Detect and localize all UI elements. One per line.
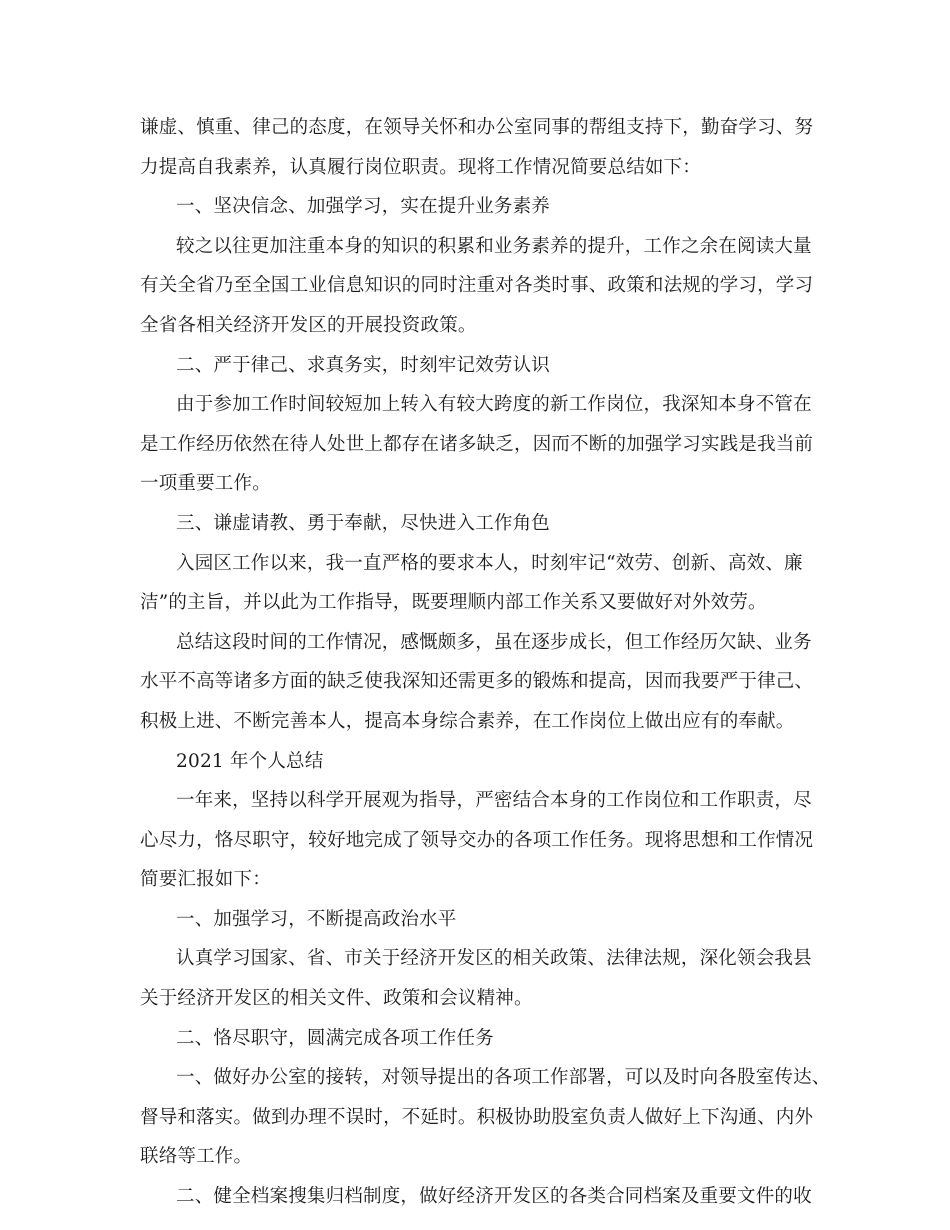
text-line: 力提高自我素养，认真履行岗位职责。现将工作情况简要总结如下： bbox=[140, 156, 702, 178]
document-body bbox=[140, 108, 831, 1217]
text-line: 是工作经历依然在待人处世上都存在诸多缺乏，因而不断的加强学习实践是我当前 bbox=[140, 433, 814, 455]
text-line: 由于参加工作时间较短加上转入有较大跨度的新工作岗位，我深知本身不管在 bbox=[176, 394, 812, 416]
text-line: 三、谦虚请教、勇于奉献，尽快进入工作角色 bbox=[176, 512, 551, 534]
text-line: 谦虚、慎重、律己的态度，在领导关怀和办公室同事的帮组支持下，勤奋学习、努 bbox=[140, 117, 814, 138]
text-line: 督导和落实。做到办理不误时，不延时。积极协助股室负责人做好上下沟通、内外 bbox=[140, 1106, 814, 1128]
text-line: 全省各相关经济开发区的开展投资政策。 bbox=[140, 314, 477, 336]
text-line: 积极上进、不断完善本人，提高本身综合素养，在工作岗位上做出应有的奉献。 bbox=[140, 710, 795, 732]
text-line: 洁”的主旨，并以此为工作指导，既要理顺内部工作关系又要做好对外效劳。 bbox=[140, 592, 767, 614]
text-line: 简要汇报如下： bbox=[140, 869, 271, 891]
text-line: 二、健全档案搜集归档制度，做好经济开发区的各类合同档案及重要文件的收 bbox=[176, 1186, 812, 1208]
text-line: 一、加强学习，不断提高政治水平 bbox=[176, 908, 457, 930]
text-line: 一、做好办公室的接转，对领导提出的各项工作部署，可以及时向各股室传达、 bbox=[176, 1067, 831, 1089]
text-line: 二、恪尽职守，圆满完成各项工作任务 bbox=[176, 1027, 494, 1049]
text-line: 有关全省乃至全国工业信息知识的同时注重对各类时事、政策和法规的学习，学习 bbox=[140, 275, 814, 297]
text-line: 一年来，坚持以科学开展观为指导，严密结合本身的工作岗位和工作职责，尽 bbox=[176, 790, 812, 812]
text-line: 认真学习国家、省、市关于经济开发区的相关政策、法律法规，深化领会我县 bbox=[176, 948, 812, 970]
text-line: 二、严于律己、求真务实，时刻牢记效劳认识 bbox=[176, 354, 551, 376]
text-line: 心尽力，恪尽职守，较好地完成了领导交办的各项工作任务。现将思想和工作情况 bbox=[140, 829, 814, 851]
text-line: 2021 年个人总结 bbox=[176, 750, 324, 772]
text-line: 关于经济开发区的相关文件、政策和会议精神。 bbox=[140, 988, 533, 1010]
text-line: 水平不高等诸多方面的缺乏使我深知还需更多的锻炼和提高，因而我要严于律己、 bbox=[140, 671, 814, 693]
text-line: 一、坚决信念、加强学习，实在提升业务素养 bbox=[176, 196, 551, 218]
text-line: 一项重要工作。 bbox=[140, 473, 271, 495]
text-line: 联络等工作。 bbox=[140, 1146, 253, 1168]
text-line: 较之以往更加注重本身的知识的积累和业务素养的提升，工作之余在阅读大量 bbox=[176, 235, 812, 257]
text-line: 总结这段时间的工作情况，感慨颇多，虽在逐步成长，但工作经历欠缺、业务 bbox=[176, 631, 812, 653]
text-line: 入园区工作以来，我一直严格的要求本人，时刻牢记“效劳、创新、高效、廉 bbox=[176, 552, 803, 574]
